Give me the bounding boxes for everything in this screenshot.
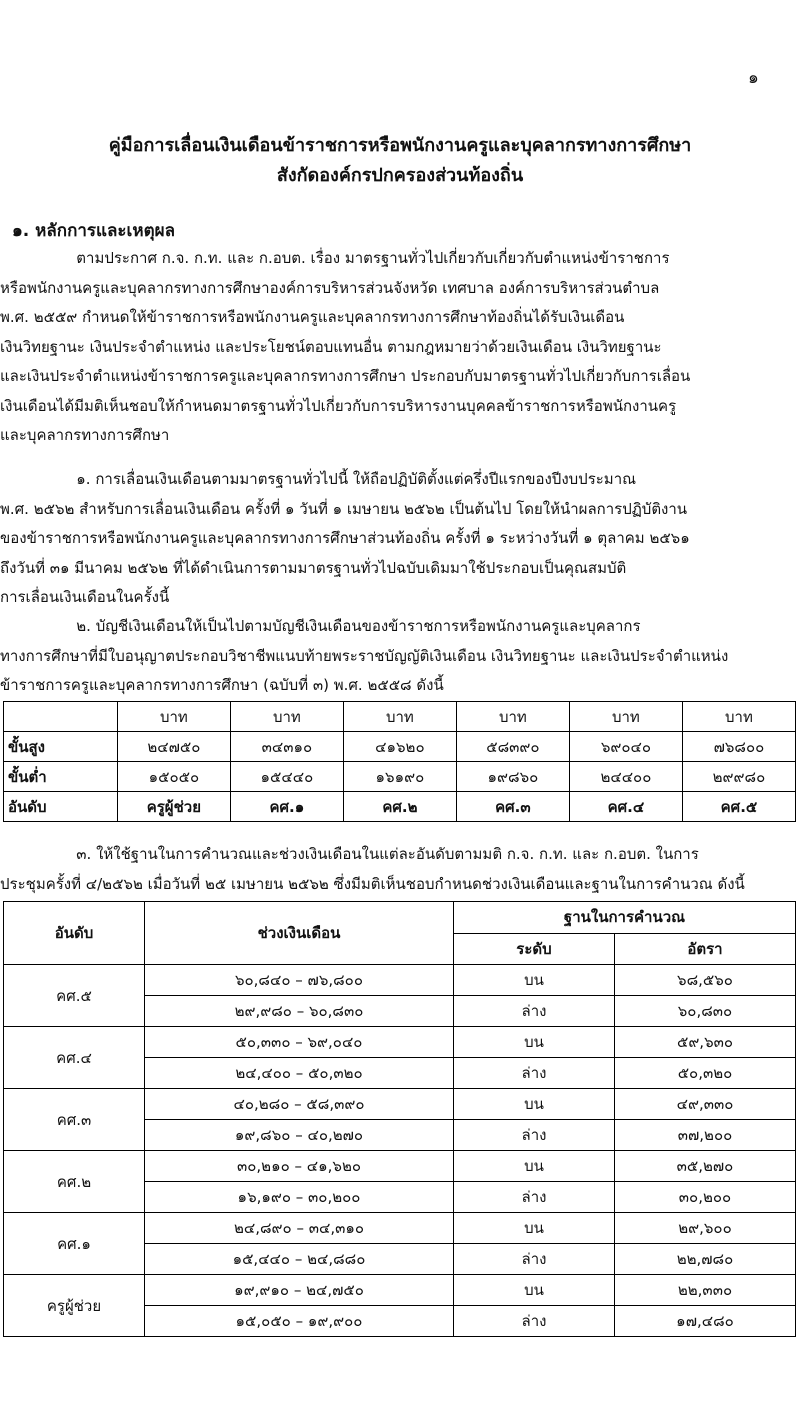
section-heading: ๑. หลักการและเหตุผล — [12, 221, 175, 241]
table-row — [4, 732, 796, 762]
paragraph-line: เงินเดือนได้มีมติเห็นชอบให้กำหนดมาตรฐานทั่วไปเกี่ยวกับการบริหารงานบุคคลข้าราชการหรือพนักงานครู — [0, 396, 677, 415]
rank-cell: คศ.๒ — [343, 792, 456, 822]
rate-cell: ๓๐,๒๐๐ — [615, 1182, 796, 1213]
rate-cell: ๒๙,๖๐๐ — [615, 1213, 796, 1244]
paragraph-item-3 — [0, 840, 800, 899]
paragraph-line: พ.ศ. ๒๕๖๒ สำหรับการเลื่อนเงินเดือน ครั้งที่ ๑ วันที่ ๑ เมษายน ๒๕๖๒ เป็นต้นไป โดยให้นำผลการปฏิบัติงาน — [0, 499, 688, 518]
salary-range-cell: ๒๔,๔๐๐ – ๕๐,๓๒๐ — [145, 1058, 454, 1089]
level-cell: ล่าง — [454, 1058, 615, 1089]
paragraph-line: เงินวิทยฐานะ เงินประจำตำแหน่ง และประโยชน์ตอบแทนอื่น ตามกฎหมายว่าด้วยเงินเดือน เงินวิทยฐานะ — [0, 337, 662, 356]
level-cell: ล่าง — [454, 996, 615, 1027]
level-cell: บน — [454, 1275, 615, 1306]
rank-cell: คศ.๓ — [456, 792, 569, 822]
rank-cell: คศ.๔ — [569, 792, 682, 822]
salary-range-cell: ๒๔,๘๙๐ – ๓๔,๓๑๐ — [145, 1213, 454, 1244]
paragraph-line: ข้าราชการครูและบุคลากรทางการศึกษา (ฉบับที่ ๓) พ.ศ. ๒๕๕๘ ดังนี้ — [0, 676, 444, 694]
rank-cell: คศ.๓ — [4, 1089, 145, 1151]
paragraph-line: ๒. บัญชีเงินเดือนให้เป็นไปตามบัญชีเงินเดือนของข้าราชการหรือพนักงานครูและบุคลากร — [0, 617, 641, 635]
unit-cell: บาท — [117, 702, 230, 732]
table-row — [4, 1151, 796, 1182]
rank-cell: คศ.๕ — [4, 965, 145, 1027]
level-cell: บน — [454, 1089, 615, 1120]
paragraph-line: ตามประกาศ ก.จ. ก.ท. และ ก.อบต. เรื่อง มาตรฐานทั่วไปเกี่ยวกับเกี่ยวกับตำแหน่งข้าราชการ — [0, 249, 670, 267]
table-row — [4, 1089, 796, 1120]
rate-cell: ๒๒,๓๓๐ — [615, 1275, 796, 1306]
document-subtitle: สังกัดองค์กรปกครองส่วนท้องถิ่น — [276, 165, 524, 186]
salary-range-cell: ๑๙,๙๑๐ – ๒๔,๗๕๐ — [145, 1275, 454, 1306]
table-row — [4, 1275, 796, 1306]
rate-cell: ๒๒,๗๘๐ — [615, 1244, 796, 1275]
table-row — [4, 1027, 796, 1058]
salary-range-cell: ๔๐,๒๘๐ – ๕๘,๓๙๐ — [145, 1089, 454, 1120]
row-header: ขั้นต่ำ — [4, 762, 118, 792]
table-row — [4, 762, 796, 792]
rank-cell: ครูผู้ช่วย — [4, 1275, 145, 1337]
row-header-empty — [4, 702, 118, 732]
level-cell: บน — [454, 1027, 615, 1058]
min-salary-cell: ๑๖๑๙๐ — [343, 762, 456, 792]
page-number: ๑ — [748, 68, 759, 88]
salary-range-cell: ๕๐,๓๓๐ – ๖๙,๐๔๐ — [145, 1027, 454, 1058]
rate-cell: ๑๗,๔๘๐ — [615, 1306, 796, 1337]
level-cell: บน — [454, 965, 615, 996]
paragraph-line: พ.ศ. ๒๕๕๙ กำหนดให้ข้าราชการหรือพนักงานครูและบุคลากรทางการศึกษาท้องถิ่นได้รับเงินเดือน — [0, 308, 625, 326]
level-cell: ล่าง — [454, 1244, 615, 1275]
unit-cell: บาท — [682, 702, 795, 732]
header-level: ระดับ — [454, 933, 615, 965]
paragraph-line: ทางการศึกษาที่มีใบอนุญาตประกอบวิชาชีพแนบท้ายพระราชบัญญัติเงินเดือน เงินวิทยฐานะ และเงินประจำตำแหน่ง — [0, 646, 729, 665]
table-row — [4, 702, 796, 732]
salary-range-cell: ๓๐,๒๑๐ – ๔๑,๖๒๐ — [145, 1151, 454, 1182]
paragraph-line: หรือพนักงานครูและบุคลากรทางการศึกษาองค์การบริหารส่วนจังหวัด เทศบาล องค์การบริหารส่วนตำบล — [0, 278, 660, 297]
paragraph-line: และเงินประจำตำแหน่งข้าราชการครูและบุคลากรทางการศึกษา ประกอบกับมาตรฐานทั่วไปเกี่ยวกับการเลื่อน — [0, 367, 691, 385]
level-cell: บน — [454, 1213, 615, 1244]
paragraph-line: ประชุมครั้งที่ ๔/๒๕๖๒ เมื่อวันที่ ๒๕ เมษายน ๒๕๖๒ ซึ่งมีมติเห็นชอบกำหนดช่วงเงินเดือนและฐานในการคำนวณ ดังนี้ — [0, 874, 745, 893]
salary-range-cell: ๑๙,๘๖๐ – ๔๐,๒๗๐ — [145, 1120, 454, 1151]
salary-range-cell: ๑๕,๐๕๐ – ๑๙,๙๐๐ — [145, 1306, 454, 1337]
paragraph-line: ๓. ให้ใช้ฐานในการคำนวณและช่วงเงินเดือนในแต่ละอันดับตามมติ ก.จ. ก.ท. และ ก.อบต. ในการ — [0, 845, 699, 863]
max-salary-cell: ๗๖๘๐๐ — [682, 732, 795, 762]
rate-cell: ๕๐,๓๒๐ — [615, 1058, 796, 1089]
level-cell: ล่าง — [454, 1182, 615, 1213]
paragraph-item-2 — [0, 612, 800, 701]
level-cell: ล่าง — [454, 1306, 615, 1337]
row-header: อันดับ — [4, 792, 118, 822]
salary-scale-table — [3, 701, 796, 822]
paragraph-line: ๑. การเลื่อนเงินเดือนตามมาตรฐานทั่วไปนี้ ให้ถือปฏิบัติตั้งแต่ครึ่งปีแรกของปีงบประมาณ — [0, 470, 637, 488]
header-calc-base: ฐานในการคำนวณ — [454, 902, 796, 934]
rate-cell: ๓๕,๒๗๐ — [615, 1151, 796, 1182]
document-title: คู่มือการเลื่อนเงินเดือนข้าราชการหรือพนักงานครูและบุคลากรทางการศึกษา — [108, 135, 692, 156]
max-salary-cell: ๓๔๓๑๐ — [230, 732, 343, 762]
rate-cell: ๖๐,๘๓๐ — [615, 996, 796, 1027]
rank-cell: คศ.๕ — [682, 792, 795, 822]
table-row — [4, 1213, 796, 1244]
salary-range-cell: ๒๙,๙๘๐ – ๖๐,๘๓๐ — [145, 996, 454, 1027]
paragraph-line: และบุคลากรทางการศึกษา — [0, 426, 170, 444]
rank-cell: คศ.๒ — [4, 1151, 145, 1213]
rank-cell: คศ.๑ — [230, 792, 343, 822]
paragraph-line: ถึงวันที่ ๓๑ มีนาคม ๒๕๖๒ ที่ได้ดำเนินการตามมาตรฐานทั่วไปฉบับเดิมมาใช้ประกอบเป็นคุณสมบัติ — [0, 558, 627, 577]
unit-cell: บาท — [569, 702, 682, 732]
table-row — [4, 792, 796, 822]
header-rate: อัตรา — [615, 933, 796, 965]
max-salary-cell: ๔๑๖๒๐ — [343, 732, 456, 762]
min-salary-cell: ๒๙๙๘๐ — [682, 762, 795, 792]
unit-cell: บาท — [456, 702, 569, 732]
paragraph-line: ของข้าราชการหรือพนักงานครูและบุคลากรทางการศึกษาส่วนท้องถิ่น ครั้งที่ ๑ ระหว่างวันที่ ๑ ตุลาคม ๒๕๖๑ — [0, 529, 690, 547]
rate-cell: ๔๙,๓๓๐ — [615, 1089, 796, 1120]
rate-cell: ๓๗,๒๐๐ — [615, 1120, 796, 1151]
paragraph-item-1 — [0, 465, 800, 613]
max-salary-cell: ๖๙๐๔๐ — [569, 732, 682, 762]
rank-cell: คศ.๔ — [4, 1027, 145, 1089]
salary-range-cell: ๑๕,๔๔๐ – ๒๔,๘๘๐ — [145, 1244, 454, 1275]
paragraph-intro — [0, 244, 800, 451]
min-salary-cell: ๑๕๐๕๐ — [117, 762, 230, 792]
salary-range-cell: ๖๐,๘๔๐ – ๗๖,๘๐๐ — [145, 965, 454, 996]
level-cell: ล่าง — [454, 1120, 615, 1151]
level-cell: บน — [454, 1151, 615, 1182]
table-row — [4, 965, 796, 996]
unit-cell: บาท — [343, 702, 456, 732]
min-salary-cell: ๑๕๔๔๐ — [230, 762, 343, 792]
salary-range-cell: ๑๖,๑๙๐ – ๓๐,๒๐๐ — [145, 1182, 454, 1213]
min-salary-cell: ๑๙๘๖๐ — [456, 762, 569, 792]
min-salary-cell: ๒๔๔๐๐ — [569, 762, 682, 792]
max-salary-cell: ๒๔๗๕๐ — [117, 732, 230, 762]
rate-cell: ๖๘,๕๖๐ — [615, 965, 796, 996]
row-header: ขั้นสูง — [4, 732, 118, 762]
max-salary-cell: ๕๘๓๙๐ — [456, 732, 569, 762]
rank-cell: คศ.๑ — [4, 1213, 145, 1275]
paragraph-line: การเลื่อนเงินเดือนในครั้งนี้ — [0, 588, 170, 606]
unit-cell: บาท — [230, 702, 343, 732]
rank-cell: ครูผู้ช่วย — [117, 792, 230, 822]
header-salary-range: ช่วงเงินเดือน — [145, 902, 454, 965]
rate-cell: ๕๙,๖๓๐ — [615, 1027, 796, 1058]
calculation-base-table — [3, 901, 796, 1337]
header-rank: อันดับ — [4, 902, 145, 965]
